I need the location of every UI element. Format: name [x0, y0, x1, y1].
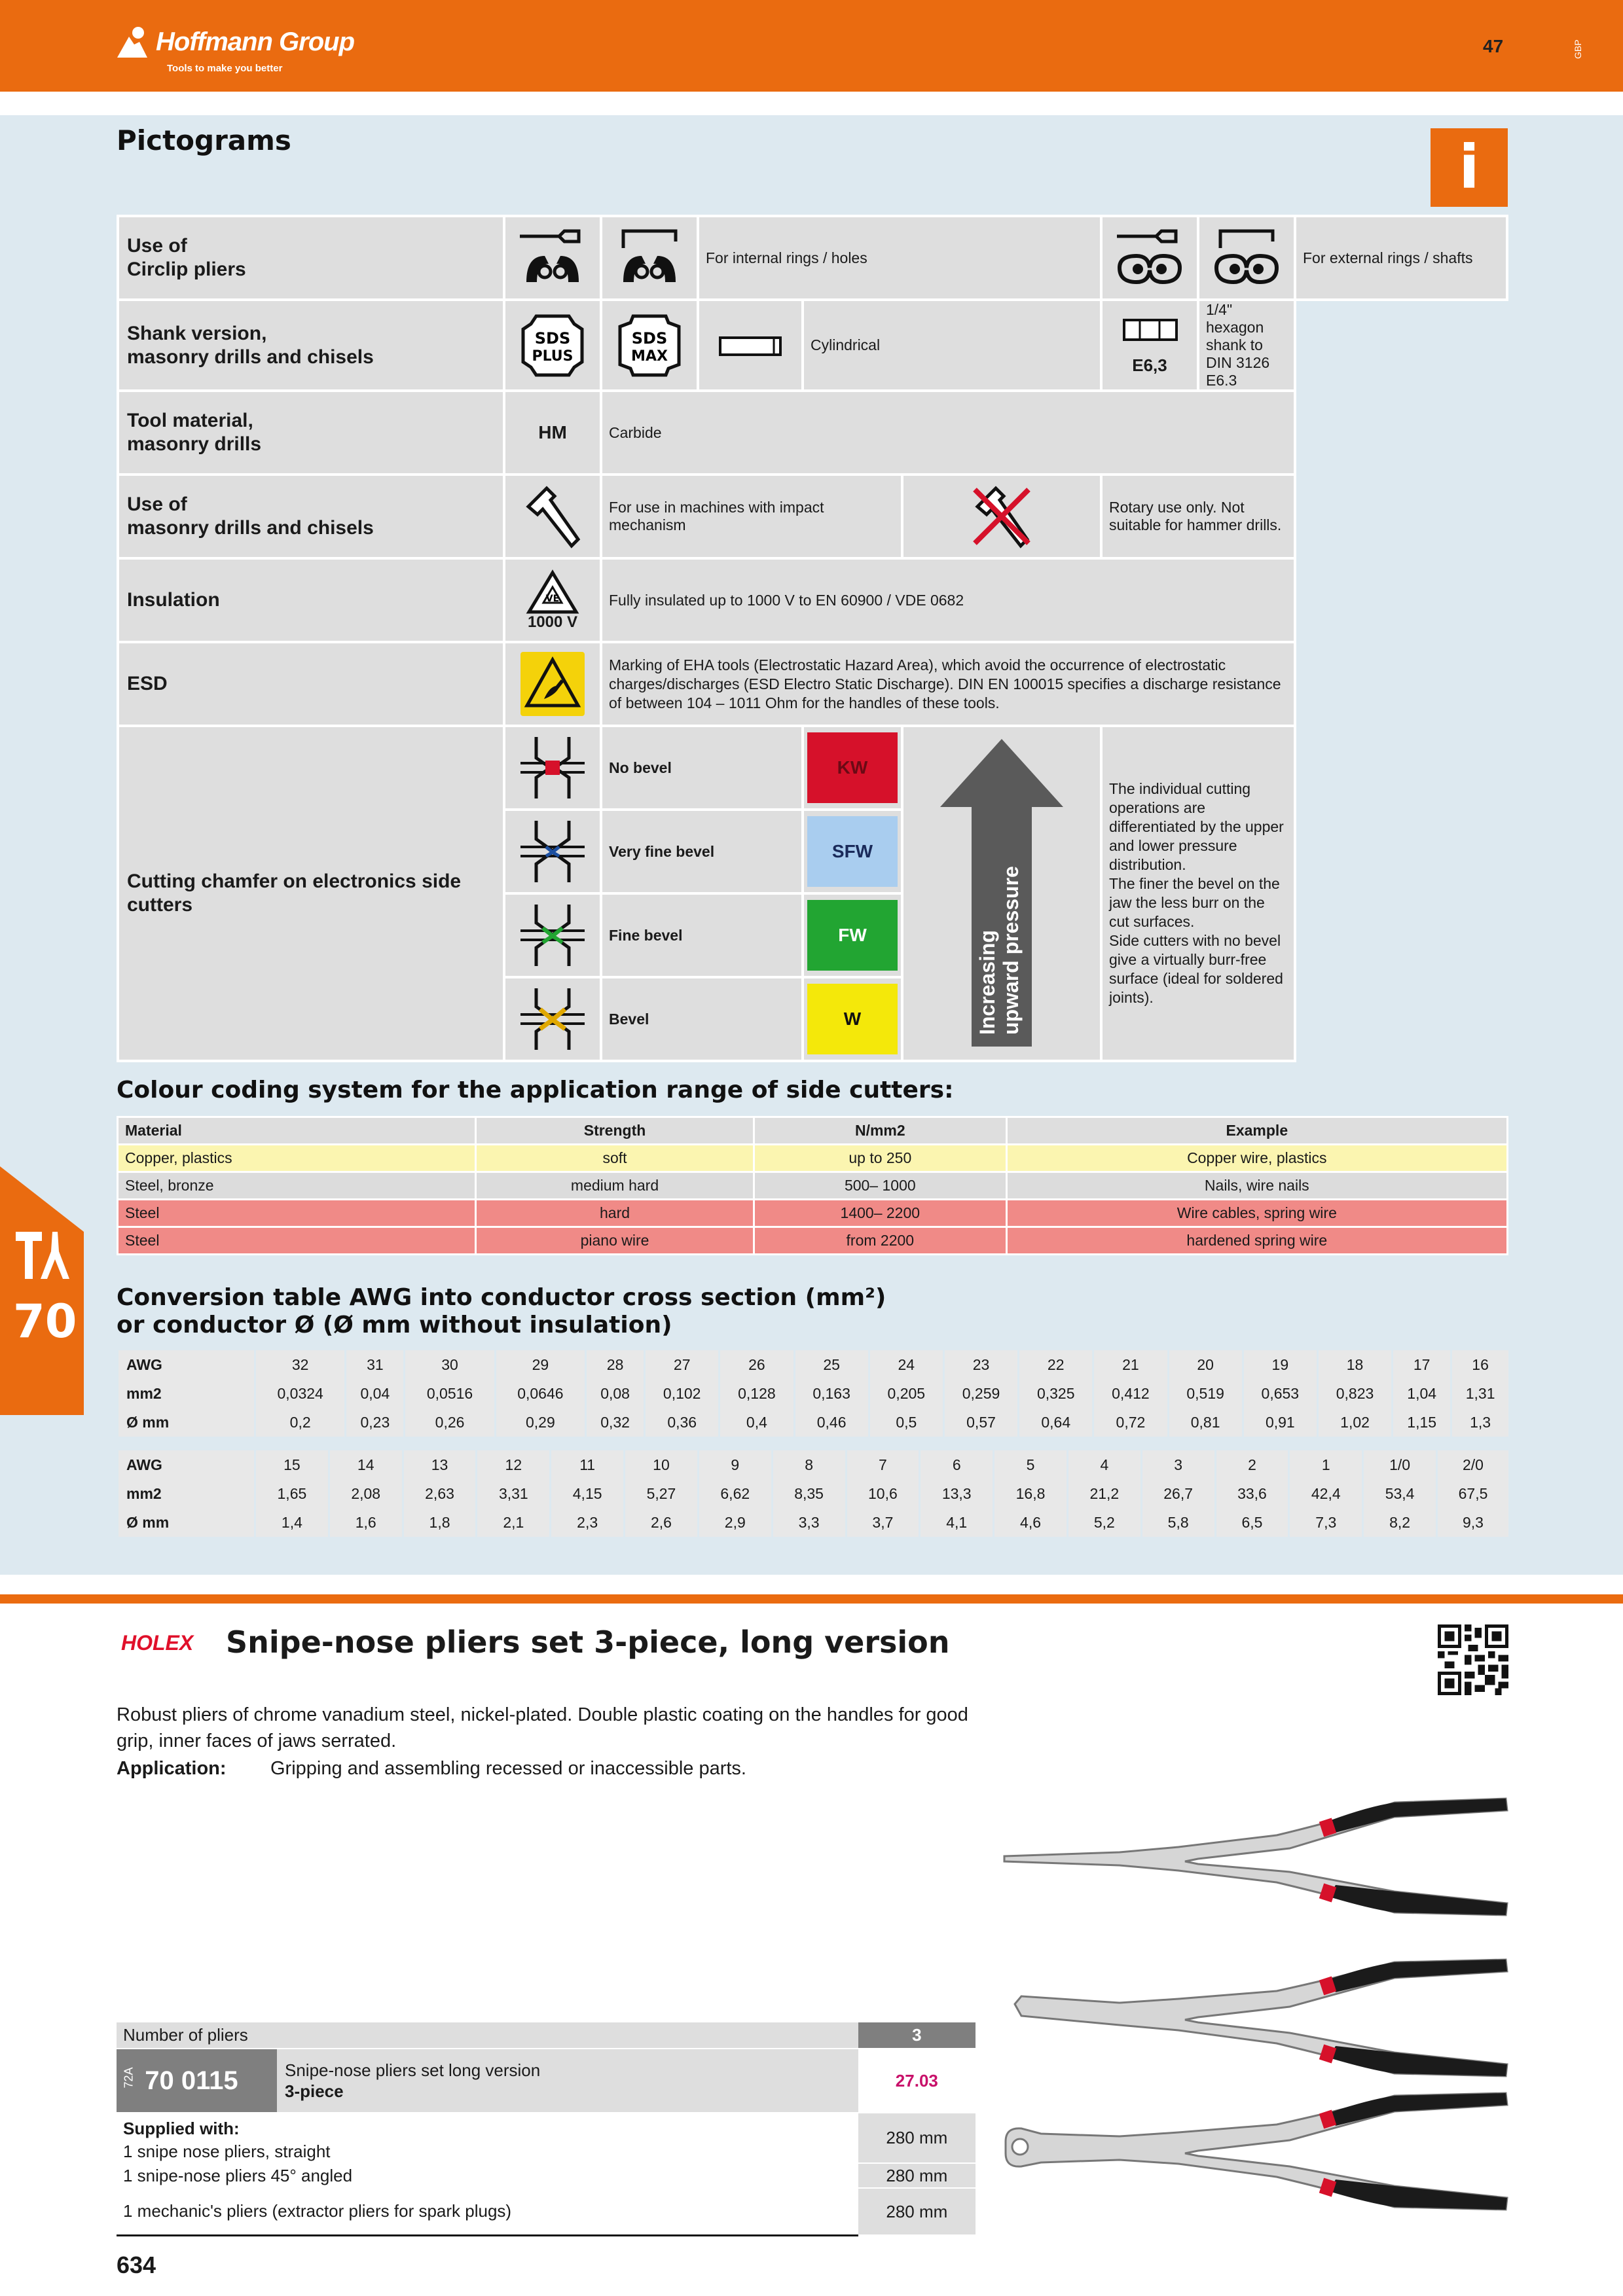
awg-cell: 8,35 [772, 1479, 846, 1508]
awg-cell: 0,81 [1168, 1408, 1243, 1437]
awg-row-label: Ø mm [118, 1508, 255, 1537]
supplied-with-label: Supplied with: [117, 2113, 858, 2140]
awg-cell: 2,1 [477, 1508, 551, 1537]
awg-row-label: mm2 [118, 1479, 255, 1508]
material-label: Tool material, masonry drills [118, 391, 504, 475]
awg-cell: 9 [698, 1450, 772, 1479]
col-nmm2: N/mm2 [754, 1117, 1007, 1145]
awg-cell: 0,259 [943, 1379, 1018, 1408]
conversion-title-line2: or conductor Ø (Ø mm without insulation) [117, 1312, 672, 1338]
esd-warning-icon [504, 642, 601, 726]
awg-cell: 0,08 [586, 1379, 645, 1408]
bevel-icon [504, 977, 601, 1061]
supplied-item-row-0 [117, 2140, 976, 2163]
awg-cell: 15 [255, 1450, 329, 1479]
colour-coding-row [118, 1172, 1508, 1200]
colour-coding-cell: hardened spring wire [1006, 1227, 1507, 1255]
awg-cell: 0,163 [794, 1379, 869, 1408]
pliers-set-image [1002, 1793, 1512, 2212]
hex-text: 1/4" hexagon shank to DIN 3126 E6.3 [1198, 300, 1295, 391]
colour-coding-cell: hard [476, 1200, 754, 1227]
row-masonry [118, 475, 1507, 558]
awg-row-label: AWG [118, 1450, 255, 1479]
brand-name: Hoffmann Group [156, 27, 355, 56]
carbide-icon: HM [504, 391, 601, 475]
colour-coding-cell: medium hard [476, 1172, 754, 1200]
no-hammer-icon [902, 475, 1101, 558]
awg-row [118, 1479, 1509, 1508]
colour-coding-cell: Wire cables, spring wire [1006, 1200, 1507, 1227]
item-length-2: 280 mm [858, 2188, 976, 2235]
hex-shank-icon [1101, 300, 1198, 391]
awg-cell: 5,2 [1067, 1508, 1141, 1537]
cylindrical-shank-icon [698, 300, 803, 391]
awg-cell: 28 [586, 1350, 645, 1379]
application-label: Application: [117, 1758, 227, 1779]
awg-cell: 21 [1093, 1350, 1168, 1379]
awg-cell: 0,823 [1317, 1379, 1392, 1408]
voltage-label: 1000 V [527, 613, 578, 631]
pressure-arrow [902, 726, 1101, 1061]
awg-cell: 29 [495, 1350, 585, 1379]
article-price: 27.03 [858, 2049, 976, 2113]
colour-coding-cell: soft [476, 1145, 754, 1172]
awg-cell: 1,6 [329, 1508, 403, 1537]
sds-max-icon [601, 300, 698, 391]
awg-cell: 0,4 [720, 1408, 794, 1437]
awg-cell: 6,62 [698, 1479, 772, 1508]
awg-cell: 0,32 [586, 1408, 645, 1437]
shank-label: Shank version, masonry drills and chisels [118, 300, 504, 391]
col-strength: Strength [476, 1117, 754, 1145]
awg-cell: 21,2 [1067, 1479, 1141, 1508]
awg-row [118, 1350, 1509, 1379]
awg-cell: 1,3 [1451, 1408, 1508, 1437]
divider-orange [0, 1594, 1623, 1604]
colour-coding-table [117, 1116, 1508, 1255]
awg-cell: 27 [645, 1350, 720, 1379]
bevel-code-sfw [803, 810, 902, 893]
bevel-code-fw [803, 893, 902, 977]
awg-cell: 0,325 [1019, 1379, 1093, 1408]
holex-logo: HOLEX [121, 1631, 194, 1655]
bevel-name-1: Very fine bevel [601, 810, 803, 893]
rotary-text: Rotary use only. Not suitable for hammer drills. [1101, 475, 1295, 558]
awg-cell: 53,4 [1363, 1479, 1437, 1508]
item-length-0: 280 mm [858, 2113, 976, 2163]
application-text: Gripping and assembling recessed or inaccessible parts. [270, 1758, 746, 1779]
region-code: GBP [1573, 39, 1583, 59]
circlip-internal-angled-icon [601, 216, 698, 300]
brand-tagline: Tools to make you better [167, 63, 283, 74]
awg-cell: 3,3 [772, 1508, 846, 1537]
awg-cell: 0,26 [405, 1408, 495, 1437]
row-circlip [118, 216, 1507, 300]
awg-cell: 4,15 [551, 1479, 625, 1508]
awg-row [118, 1408, 1509, 1437]
article-name-line1: Snipe-nose pliers set long version [285, 2060, 541, 2080]
awg-cell: 25 [794, 1350, 869, 1379]
awg-cell: 0,72 [1093, 1408, 1168, 1437]
insulation-label: Insulation [118, 558, 504, 642]
colour-coding-cell: 1400– 2200 [754, 1200, 1007, 1227]
carbide-text: Carbide [601, 391, 1295, 475]
divider-white [0, 1575, 1623, 1577]
awg-cell: 2 [1215, 1450, 1289, 1479]
sds-plus-icon [504, 300, 601, 391]
awg-cell: 3,7 [846, 1508, 920, 1537]
item-length-1: 280 mm [858, 2163, 976, 2188]
colour-coding-cell: Steel, bronze [118, 1172, 476, 1200]
awg-cell: 4,1 [920, 1508, 994, 1537]
insulation-text: Fully insulated up to 1000 V to EN 60900 / VDE 0682 [601, 558, 1295, 642]
awg-cell: 0,91 [1243, 1408, 1317, 1437]
awg-cell: 13 [403, 1450, 477, 1479]
esd-text: Marking of EHA tools (Electrostatic Hazard Area), which avoid the occurrence of electrostatic charges/discharges (ESD Electro Static Discharge). DIN EN 100015 specifies a discharge resistance of between 104 – 1011 Ohm for the handles of these tools. [601, 642, 1295, 726]
hex-code: E6,3 [1132, 355, 1167, 375]
colour-coding-cell: Nails, wire nails [1006, 1172, 1507, 1200]
awg-cell: 2,08 [329, 1479, 403, 1508]
awg-row [118, 1379, 1509, 1408]
awg-cell: 22 [1019, 1350, 1093, 1379]
conversion-title-line1: Conversion table AWG into conductor cross section (mm²) [117, 1284, 886, 1311]
page-number-top: 47 [1483, 36, 1504, 56]
svg-text:MAX: MAX [631, 348, 668, 365]
awg-cell: 7,3 [1289, 1508, 1363, 1537]
awg-cell: 8,2 [1363, 1508, 1437, 1537]
order-table [117, 2022, 976, 2236]
awg-cell: 14 [329, 1450, 403, 1479]
hammer-icon [504, 475, 601, 558]
awg-cell: 10,6 [846, 1479, 920, 1508]
order-article-row[interactable] [117, 2049, 976, 2113]
colour-coding-cell: piano wire [476, 1227, 754, 1255]
page-number-bottom: 634 [117, 2251, 156, 2278]
chamfer-label: Cutting chamfer on electronics side cutters [118, 726, 504, 1061]
awg-cell: 0,519 [1168, 1379, 1243, 1408]
svg-text:SDS: SDS [534, 329, 571, 348]
awg-cell: 11 [551, 1450, 625, 1479]
awg-cell: 19 [1243, 1350, 1317, 1379]
awg-cell: 5,8 [1141, 1508, 1215, 1537]
chamfer-description: The individual cutting operations are differentiated by the upper and lower pressure distribution. The finer the bevel on the jaw the less burr on the cut surfaces. Side cutters with no bevel give a virtually burr-free surface (ideal for soldered joints). [1101, 726, 1295, 1061]
row-esd [118, 642, 1507, 726]
circlip-external-text: For external rings / shafts [1295, 216, 1507, 300]
awg-cell: 16 [1451, 1350, 1508, 1379]
awg-cell: 0,36 [645, 1408, 720, 1437]
awg-cell: 6,5 [1215, 1508, 1289, 1537]
very-fine-bevel-icon [504, 810, 601, 893]
category-number: 70 [13, 1295, 77, 1348]
awg-cell: 1,15 [1393, 1408, 1451, 1437]
awg-cell: 5,27 [625, 1479, 699, 1508]
awg-cell: 0,653 [1243, 1379, 1317, 1408]
awg-cell: 24 [869, 1350, 943, 1379]
circlip-internal-straight-icon [504, 216, 601, 300]
snipe-nose-angled-image [1015, 1960, 1507, 2076]
bevel-code-kw [803, 726, 902, 810]
awg-cell: 30 [405, 1350, 495, 1379]
product-title: Snipe-nose pliers set 3-piece, long version [226, 1624, 950, 1660]
awg-cell: 12 [477, 1450, 551, 1479]
awg-cell: 1 [1289, 1450, 1363, 1479]
awg-cell: 0,23 [346, 1408, 405, 1437]
conversion-title [117, 1284, 886, 1339]
awg-cell: 0,64 [1019, 1408, 1093, 1437]
awg-cell: 26,7 [1141, 1479, 1215, 1508]
colour-coding-row [118, 1200, 1508, 1227]
awg-cell: 0,2 [255, 1408, 346, 1437]
pliers-category-icon [13, 1228, 73, 1291]
supplied-item-row-1 [117, 2163, 976, 2188]
row-shank [118, 300, 1507, 391]
awg-cell: 31 [346, 1350, 405, 1379]
colour-coding-cell: up to 250 [754, 1145, 1007, 1172]
awg-cell: 2,3 [551, 1508, 625, 1537]
fine-bevel-icon [504, 893, 601, 977]
awg-cell: 23 [943, 1350, 1018, 1379]
awg-cell: 0,0516 [405, 1379, 495, 1408]
page-header [0, 0, 1623, 92]
awg-cell: 17 [1393, 1350, 1451, 1379]
colour-coding-header [118, 1117, 1508, 1145]
article-code: 70 0115 [145, 2066, 238, 2095]
number-of-pliers-label: Number of pliers [117, 2022, 858, 2049]
awg-cell: 0,412 [1093, 1379, 1168, 1408]
awg-cell: 8 [772, 1450, 846, 1479]
awg-row-label: Ø mm [118, 1408, 255, 1437]
item-name-2: 1 mechanic's pliers (extractor pliers for spark plugs) [117, 2188, 858, 2235]
awg-row [118, 1450, 1509, 1479]
colour-coding-row [118, 1227, 1508, 1255]
pictograms-title: Pictograms [117, 124, 291, 156]
no-bevel-icon [504, 726, 601, 810]
bevel-code-0: KW [807, 732, 898, 803]
awg-cell: 0,102 [645, 1379, 720, 1408]
awg-row-label: AWG [118, 1350, 255, 1379]
row-bevel-kw [118, 726, 1507, 810]
number-of-pliers-value: 3 [858, 2022, 976, 2049]
col-material: Material [118, 1117, 476, 1145]
awg-cell: 16,8 [994, 1479, 1068, 1508]
awg-cell: 2,6 [625, 1508, 699, 1537]
snipe-nose-straight-image [1004, 1799, 1507, 1915]
colour-coding-title: Colour coding system for the application range of side cutters: [117, 1077, 954, 1103]
awg-row-label: mm2 [118, 1379, 255, 1408]
awg-cell: 2,63 [403, 1479, 477, 1508]
awg-cell: 7 [846, 1450, 920, 1479]
order-number-row [117, 2022, 976, 2049]
item-name-1: 1 snipe-nose pliers 45° angled [117, 2163, 858, 2188]
awg-cell: 3 [1141, 1450, 1215, 1479]
bevel-code-3: W [807, 984, 898, 1054]
bevel-name-3: Bevel [601, 977, 803, 1061]
col-example: Example [1006, 1117, 1507, 1145]
row-material [118, 391, 1507, 475]
application-line [117, 1758, 746, 1780]
colour-coding-cell: 500– 1000 [754, 1172, 1007, 1200]
impact-text: For use in machines with impact mechanism [601, 475, 902, 558]
awg-cell: 0,128 [720, 1379, 794, 1408]
awg-row [118, 1508, 1509, 1537]
bevel-code-1: SFW [807, 816, 898, 887]
svg-text:VE: VE [545, 594, 560, 604]
awg-cell: 32 [255, 1350, 346, 1379]
awg-table-1 [117, 1350, 1508, 1437]
article-code-cell[interactable] [117, 2049, 277, 2113]
product-description: Robust pliers of chrome vanadium steel, nickel-plated. Double plastic coating on the handles for good grip, inner faces of jaws serrated. [117, 1704, 968, 1751]
circlip-label: Use of Circlip pliers [118, 216, 504, 300]
awg-cell: 2,9 [698, 1508, 772, 1537]
awg-cell: 1,02 [1317, 1408, 1392, 1437]
awg-cell: 18 [1317, 1350, 1392, 1379]
article-code-prefix: 72A [122, 2066, 136, 2088]
mechanics-pliers-image [1006, 2093, 1507, 2210]
awg-cell: 13,3 [920, 1479, 994, 1508]
row-insulation [118, 558, 1507, 642]
awg-cell: 2/0 [1437, 1450, 1509, 1479]
svg-text:PLUS: PLUS [532, 348, 574, 365]
cylindrical-text: Cylindrical [803, 300, 1101, 391]
awg-cell: 0,04 [346, 1379, 405, 1408]
info-icon: i [1431, 128, 1508, 207]
bevel-name-2: Fine bevel [601, 893, 803, 977]
awg-cell: 26 [720, 1350, 794, 1379]
pictogram-table [117, 215, 1508, 1062]
awg-cell: 20 [1168, 1350, 1243, 1379]
awg-cell: 0,57 [943, 1408, 1018, 1437]
article-name-line2: 3-piece [285, 2081, 344, 2101]
awg-cell: 1,8 [403, 1508, 477, 1537]
awg-cell: 0,5 [869, 1408, 943, 1437]
awg-table-2 [117, 1450, 1508, 1537]
svg-text:SDS: SDS [631, 329, 668, 348]
colour-coding-cell: Steel [118, 1200, 476, 1227]
awg-cell: 0,205 [869, 1379, 943, 1408]
esd-label: ESD [118, 642, 504, 726]
colour-coding-cell: Copper wire, plastics [1006, 1145, 1507, 1172]
awg-cell: 1,65 [255, 1479, 329, 1508]
awg-cell: 3,31 [477, 1479, 551, 1508]
awg-cell: 4,6 [994, 1508, 1068, 1537]
awg-cell: 4 [1067, 1450, 1141, 1479]
awg-cell: 0,29 [495, 1408, 585, 1437]
awg-cell: 33,6 [1215, 1479, 1289, 1508]
pressure-arrow-text: Increasing upward pressure [976, 866, 1023, 1035]
hoffmann-logo-icon [115, 25, 154, 59]
qr-code-icon[interactable] [1438, 1624, 1508, 1695]
awg-cell: 1,04 [1393, 1379, 1451, 1408]
awg-cell: 1,4 [255, 1508, 329, 1537]
awg-cell: 10 [625, 1450, 699, 1479]
circlip-internal-text: For internal rings / holes [698, 216, 1101, 300]
awg-cell: 5 [994, 1450, 1068, 1479]
colour-coding-cell: Steel [118, 1227, 476, 1255]
awg-cell: 6 [920, 1450, 994, 1479]
colour-coding-cell: Copper, plastics [118, 1145, 476, 1172]
awg-cell: 0,46 [794, 1408, 869, 1437]
awg-cell: 1,31 [1451, 1379, 1508, 1408]
circlip-external-straight-icon [1101, 216, 1198, 300]
awg-cell: 1/0 [1363, 1450, 1437, 1479]
awg-cell: 67,5 [1437, 1479, 1509, 1508]
supplied-item-row-2 [117, 2188, 976, 2235]
awg-cell: 0,0324 [255, 1379, 346, 1408]
article-name-cell [277, 2049, 858, 2113]
item-name-0: 1 snipe nose pliers, straight [117, 2140, 858, 2163]
colour-coding-cell: from 2200 [754, 1227, 1007, 1255]
awg-cell: 42,4 [1289, 1479, 1363, 1508]
bevel-code-2: FW [807, 900, 898, 971]
colour-coding-row [118, 1145, 1508, 1172]
bevel-name-0: No bevel [601, 726, 803, 810]
bevel-code-w [803, 977, 902, 1061]
masonry-label: Use of masonry drills and chisels [118, 475, 504, 558]
vde-1000v-icon [504, 558, 601, 642]
circlip-external-angled-icon [1198, 216, 1295, 300]
supplied-header-row [117, 2113, 976, 2140]
awg-cell: 9,3 [1437, 1508, 1509, 1537]
awg-cell: 0,0646 [495, 1379, 585, 1408]
